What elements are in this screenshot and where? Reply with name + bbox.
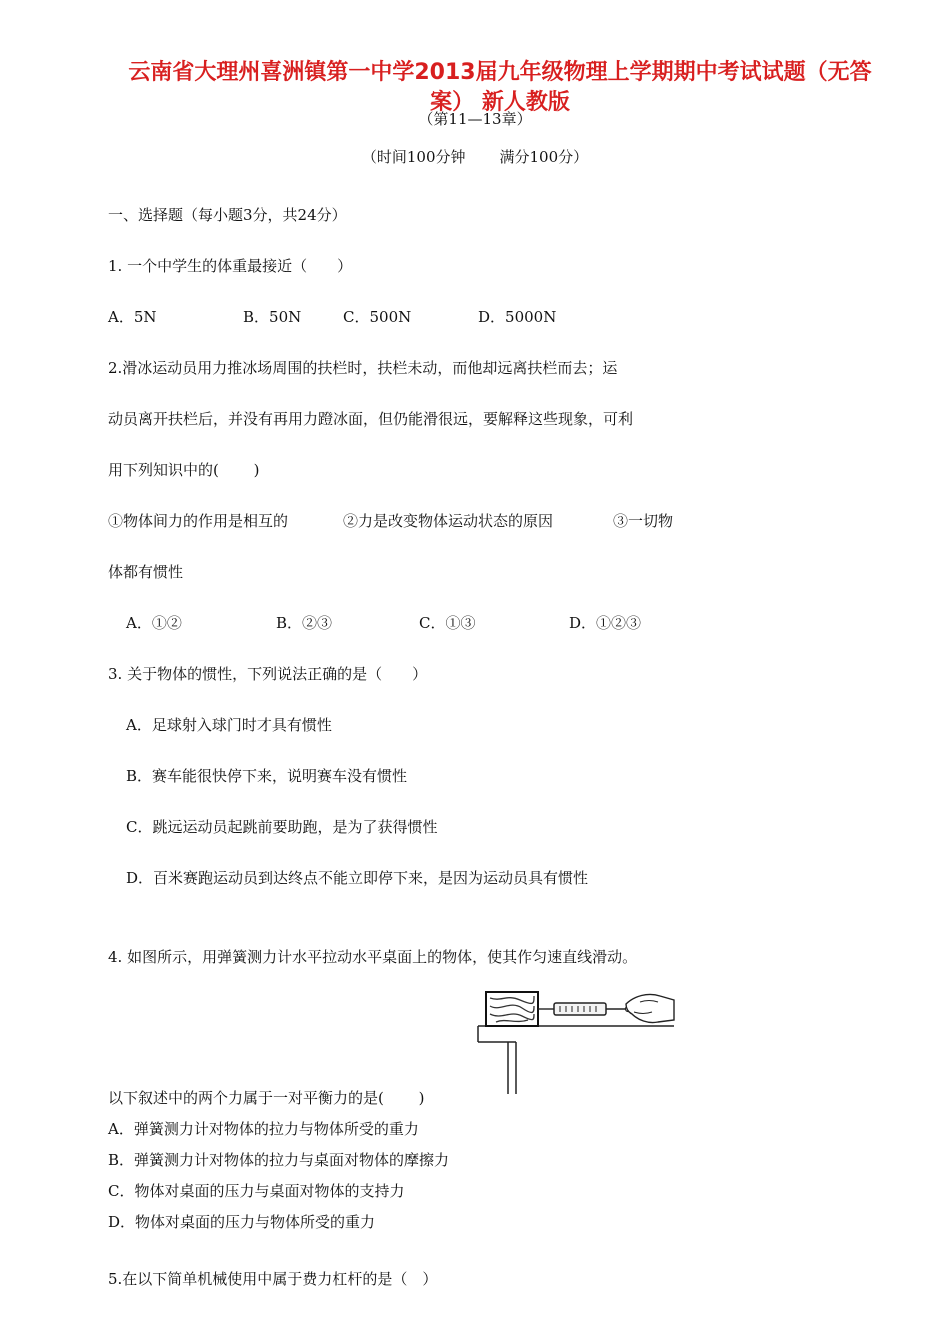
q4-option-c: C．物体对桌面的压力与桌面对物体的支持力 [108,1182,405,1200]
q4-option-a: A．弹簧测力计对物体的拉力与物体所受的重力 [108,1120,419,1138]
exam-score: 满分100分） [499,148,589,166]
q2-knowledge-1: ①物体间力的作用是相互的 [108,512,289,530]
section-heading: 一、选择题（每小题3分，共24分） [108,206,347,224]
exam-info [0,146,950,167]
q2-line-2: 动员离开扶栏后，并没有再用力蹬冰面，但仍能滑很远，要解释这些现象，可利 [108,410,634,428]
chapter-range: （第11—13章） [418,110,532,128]
q3-option-a: A．足球射入球门时才具有惯性 [126,716,332,734]
spring-scale [554,1003,606,1015]
q4-stem: 4. 如图所示，用弹簧测力计水平拉动水平桌面上的物体，使其作匀速直线滑动。 [108,948,638,966]
q2-option-d: D．①②③ [569,614,642,632]
hand [626,994,674,1022]
q2-line-5: 体都有惯性 [108,563,184,581]
exam-time: （时间100分钟 [361,148,466,166]
q2-option-c: C．①③ [419,614,476,632]
title-line-2: 案） 新人教版 [430,90,570,115]
q1-stem: 1. 一个中学生的体重最接近（ ） [108,257,353,275]
q1-option-c: C．500N [343,308,412,326]
q2-option-a: A．①② [126,614,182,632]
q1-option-b: B．50N [243,308,302,326]
title-line-1: 云南省大理州喜洲镇第一中学2013届九年级物理上学期期中考试试题（无答 [128,60,872,85]
q3-stem: 3. 关于物体的惯性，下列说法正确的是（ ） [108,665,428,683]
q2-line-3: 用下列知识中的( ) [108,461,260,479]
q2-knowledge-2: ②力是改变物体运动状态的原因 [343,512,554,530]
q4-sub: 以下叙述中的两个力属于一对平衡力的是( ) [108,1089,425,1107]
q3-option-d: D．百米赛跑运动员到达终点不能立即停下来，是因为运动员具有惯性 [126,869,589,887]
q2-line-1: 2.滑冰运动员用力推冰场周围的扶栏时，扶栏未动，而他却远离扶栏而去；运 [108,359,618,377]
spring-scale-figure [476,982,676,1094]
q2-knowledge-3: ③一切物 [613,512,674,530]
q4-option-b: B．弹簧测力计对物体的拉力与桌面对物体的摩擦力 [108,1151,450,1169]
q4-option-d: D．物体对桌面的压力与物体所受的重力 [108,1213,376,1231]
q1-option-a: A．5N [108,308,157,326]
q5-stem: 5.在以下简单机械使用中属于费力杠杆的是（ ） [108,1270,438,1288]
q3-option-c: C．跳远运动员起跳前要助跑，是为了获得惯性 [126,818,438,836]
q3-option-b: B．赛车能很快停下来，说明赛车没有惯性 [126,767,408,785]
q2-option-b: B．②③ [276,614,333,632]
q1-option-d: D．5000N [478,308,557,326]
